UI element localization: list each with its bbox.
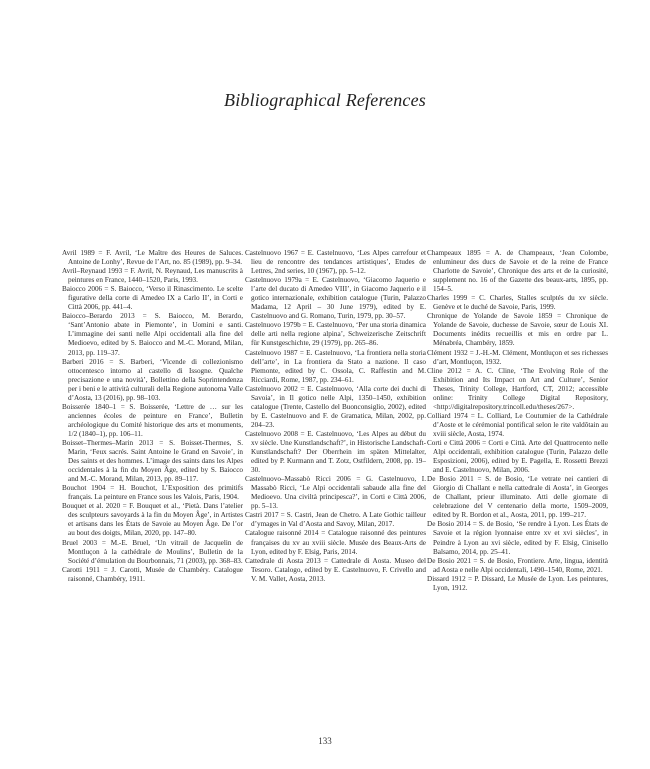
reference-entry: Castelnuovo 1967 = E. Castelnuovo, ‘Les Alpes carrefour et lieu de rencontre des tendances artistiques’, Etudes de Lettres, 2nd series, 10 (1967), pp. 5–12. (245, 249, 426, 276)
reference-entry: Baiocco 2006 = S. Baiocco, ‘Verso il Rinascimento. Le scelte figurative della corte di Amedeo IX a Carlo II’, in Corti e Città 2006, pp. 441–4. (62, 285, 243, 312)
reference-entry: De Bosio 2021 = S. de Bosio, Frontiere. Arte, lingua, identità ad Aosta e nelle Alpi occidentali, 1490–1540, Rome, 2021. (427, 556, 608, 574)
reference-entry: Colliard 1974 = L. Colliard, Le Coutumier de la Cathédrale d’Aoste et le cérémonial pontifical selon le rite valdôtain au xviii siècle, Aosta, 1974. (427, 411, 608, 438)
reference-entry: Castelnuovo–Massabò Ricci 2006 = G. Castelnuovo, I. Massabò Ricci, ‘Le Alpi occidentali sabaude alla fine del Medioevo. Una civiltà principesca?’, in Corti e Città 2006, pp. 5–13. (245, 475, 426, 511)
reference-entry: Charles 1999 = C. Charles, Stalles sculptés du xv siècle. Genève et le duché de Savoie, Paris, 1999. (427, 294, 608, 312)
reference-entry: De Bosio 2014 = S. de Bosio, ‘Se rendre à Lyon. Les États de Savoie et la région lyonnaise entre xv et xvi siècles’, in Peindre à Lyon au xvi siècle, edited by F. Elsig, Cinisello Balsamo, 2014, pp. 25–41. (427, 520, 608, 556)
reference-entry: Bruel 2003 = M.-E. Bruel, ‘Un vitrail de Jacquelin de Montluçon à la cathédrale de Moulins’, Bulletin de la Société d’émulation du Bourbonnais, 71 (2003), pp. 368–83. (62, 538, 243, 565)
reference-entry: Clément 1932 = J.-H.-M. Clément, Montluçon et ses richesses d’art, Montluçon, 1932. (427, 348, 608, 366)
reference-entry: Chronique de Yolande de Savoie 1859 = Chronique de Yolande de Savoie, duchesse de Savoie, sœur de Louis XI. Documents inédits recueillis et mis en ordre par L. Ménabréa, Chambéry, 1859. (427, 312, 608, 348)
reference-entry: Castelnuovo 1979b = E. Castelnuovo, ‘Per una storia dinamica delle arti nella regione alpina’, Schweizerische Zeitschrift für Kunstgeschichte, 29 (1979), pp. 265–86. (245, 321, 426, 348)
reference-entry: Corti e Città 2006 = Corti e Città. Arte del Quattrocento nelle Alpi occidentali, exhibition catalogue (Turin, Palazzo delle Esposizioni, 2006), edited by E. Pagella, E. Rossetti Brezzi and E. Castelnuovo, Milan, 2006. (427, 438, 608, 475)
page-title: Bibliographical References (224, 90, 426, 110)
reference-entry: Boisset–Thermes–Marin 2013 = S. Boisset-Thermes, S. Marin, ‘Feux sacrés. Saint Antoine le Grand en Savoie’, in Des saints et des hommes. L’image des saints dans les Alpes occidentales à la fin du Moyen Âge, edited by S. Baiocco and M.-C. Morand, Milan, 2013, pp. 89–117. (62, 438, 243, 484)
reference-entry: Castelnuovo 1979a = E. Castelnuovo, ‘Giacomo Jaquerio e l’arte del ducato di Amedeo VIII’, in Giacomo Jaquerio e il gotico internazionale, exhibition catalogue (Turin, Palazzo Madama, 12 April – 30 June 1979), edited by E. Castelnuovo and G. Romano, Turin, 1979, pp. 30–57. (245, 276, 426, 321)
bibliography-column-2 (245, 249, 426, 584)
bibliography-column-3 (427, 249, 608, 593)
reference-entry: Boisserée 1840–1 = S. Boisserée, ‘Lettre de … sur les anciennes écoles de peinture en France’, Bulletin archéologique du Comité historique des arts et monuments, 1/2 (1840–1), pp. 106–11. (62, 402, 243, 438)
reference-entry: Carotti 1911 = J. Carotti, Musée de Chambéry. Catalogue raisonné, Chambéry, 1911. (62, 565, 243, 583)
reference-entry: Catalogue raisonné 2014 = Catalogue raisonné des peintures françaises du xv au xviii siècle. Musée des Beaux-Arts de Lyon, edited by F. Elsig, Paris, 2014. (245, 529, 426, 556)
page-number: 133 (318, 736, 332, 746)
reference-entry: Bouchot 1904 = H. Bouchot, L’Exposition des primitifs français. La peinture en France sous les Valois, Paris, 1904. (62, 484, 243, 502)
reference-entry: Castelnuovo 1987 = E. Castelnuovo, ‘La frontiera nella storia dell’arte’, in La frontiera da Stato a nazione. Il caso Piemonte, edited by C. Ossola, C. Raffestin and M. Ricciardi, Rome, 1987, pp. 234–61. (245, 348, 426, 384)
bibliography-column-1 (62, 249, 243, 584)
reference-entry: Avril 1989 = F. Avril, ‘Le Maître des Heures de Saluces. Antoine de Lonhy’, Revue de l’Art, no. 85 (1989), pp. 9–34. (62, 249, 243, 267)
reference-entry: Bouquet et al. 2020 = F. Bouquet et al., ‘Pietà. Dans l’atelier des sculpteurs savoyards à la fin du Moyen Âge’, in Artistes et artisans dans les États de Savoie au Moyen Âge. De l’or au bout des doigts, Milan, 2020, pp. 147–80. (62, 502, 243, 538)
reference-entry: Cline 2012 = A. C. Cline, ‘The Evolving Role of the Exhibition and Its Impact on Art and Culture’, Senior Theses, Trinity College, Hartford, CT, 2012; accessible online: Trinity College Digital Repository, <http://digitalrepository.trincoll.edu/theses/267>. (427, 366, 608, 411)
reference-entry: Barberi 2016 = S. Barberi, ‘Vicende di collezionismo ottocentesco intorno al castello di Issogne. Qualche precisazione e una novità’, Bollettino della Soprintendenza per i beni e le attività culturali della Regione autonoma Valle d’Aosta, 13 (2016), pp. 98–103. (62, 357, 243, 402)
reference-entry: Cattedrale di Aosta 2013 = Cattedrale di Aosta. Museo del Tesoro. Catalogo, edited by E. Castelnuovo, F. Crivello and V. M. Vallet, Aosta, 2013. (245, 556, 426, 583)
reference-entry: Castelnuovo 2002 = E. Castelnuovo, ‘Alla corte dei duchi di Savoia’, in Il gotico nelle Alpi, 1350–1450, exhibition catalogue (Trente, Castello del Buonconsiglio, 2002), edited by E. Castelnuovo and F. de Gramatica, Milan, 2002, pp. 204–23. (245, 384, 426, 429)
reference-entry: De Bosio 2011 = S. de Bosio, ‘Le vetrate nei cantieri di Giorgio di Challant e nella cattedrale di Aosta’, in Georges de Challant, prieur illuminato. Atti delle giornate di celebrazione del V centenario della morte, 1509–2009, edited by R. Bordon et al., Aosta, 2011, pp. 199–217. (427, 475, 608, 520)
reference-entry: Dissard 1912 = P. Dissard, Le Musée de Lyon. Les peintures, Lyon, 1912. (427, 574, 608, 592)
reference-entry: Avril–Reynaud 1993 = F. Avril, N. Reynaud, Les manuscrits à peintures en France, 1440–1520, Paris, 1993. (62, 267, 243, 285)
reference-entry: Castelnuovo 2008 = E. Castelnuovo, ‘Les Alpes au début du xv siècle. Une Kunstlandschaft?’, in Historische Landschaft-Kunstlandschaft? Der Oberrhein im späten Mittelalter, edited by P. Kurmann and T. Zotz, Ostfildern, 2008, pp. 19–30. (245, 429, 426, 475)
reference-entry: Castri 2017 = S. Castri, Jean de Chetro. A Late Gothic tailleur d’ymages in Val d’Aosta and Savoy, Milan, 2017. (245, 511, 426, 529)
reference-entry: Baiocco–Berardo 2013 = S. Baiocco, M. Berardo, ‘Sant’Antonio abate in Piemonte’, in Uomini e santi. L’immagine dei santi nelle Alpi occidentali alla fine del Medioevo, edited by S. Baiocco and M.-C. Morand, Milan, 2013, pp. 119–37. (62, 312, 243, 357)
reference-entry: Champeaux 1895 = A. de Champeaux, ‘Jean Colombe, enlumineur des ducs de Savoie et de la reine de France Charlotte de Savoie’, Chronique des arts et de la curiosité, supplement no. 16 of the Gazette des beaux-arts, 1895, pp. 154–5. (427, 249, 608, 294)
